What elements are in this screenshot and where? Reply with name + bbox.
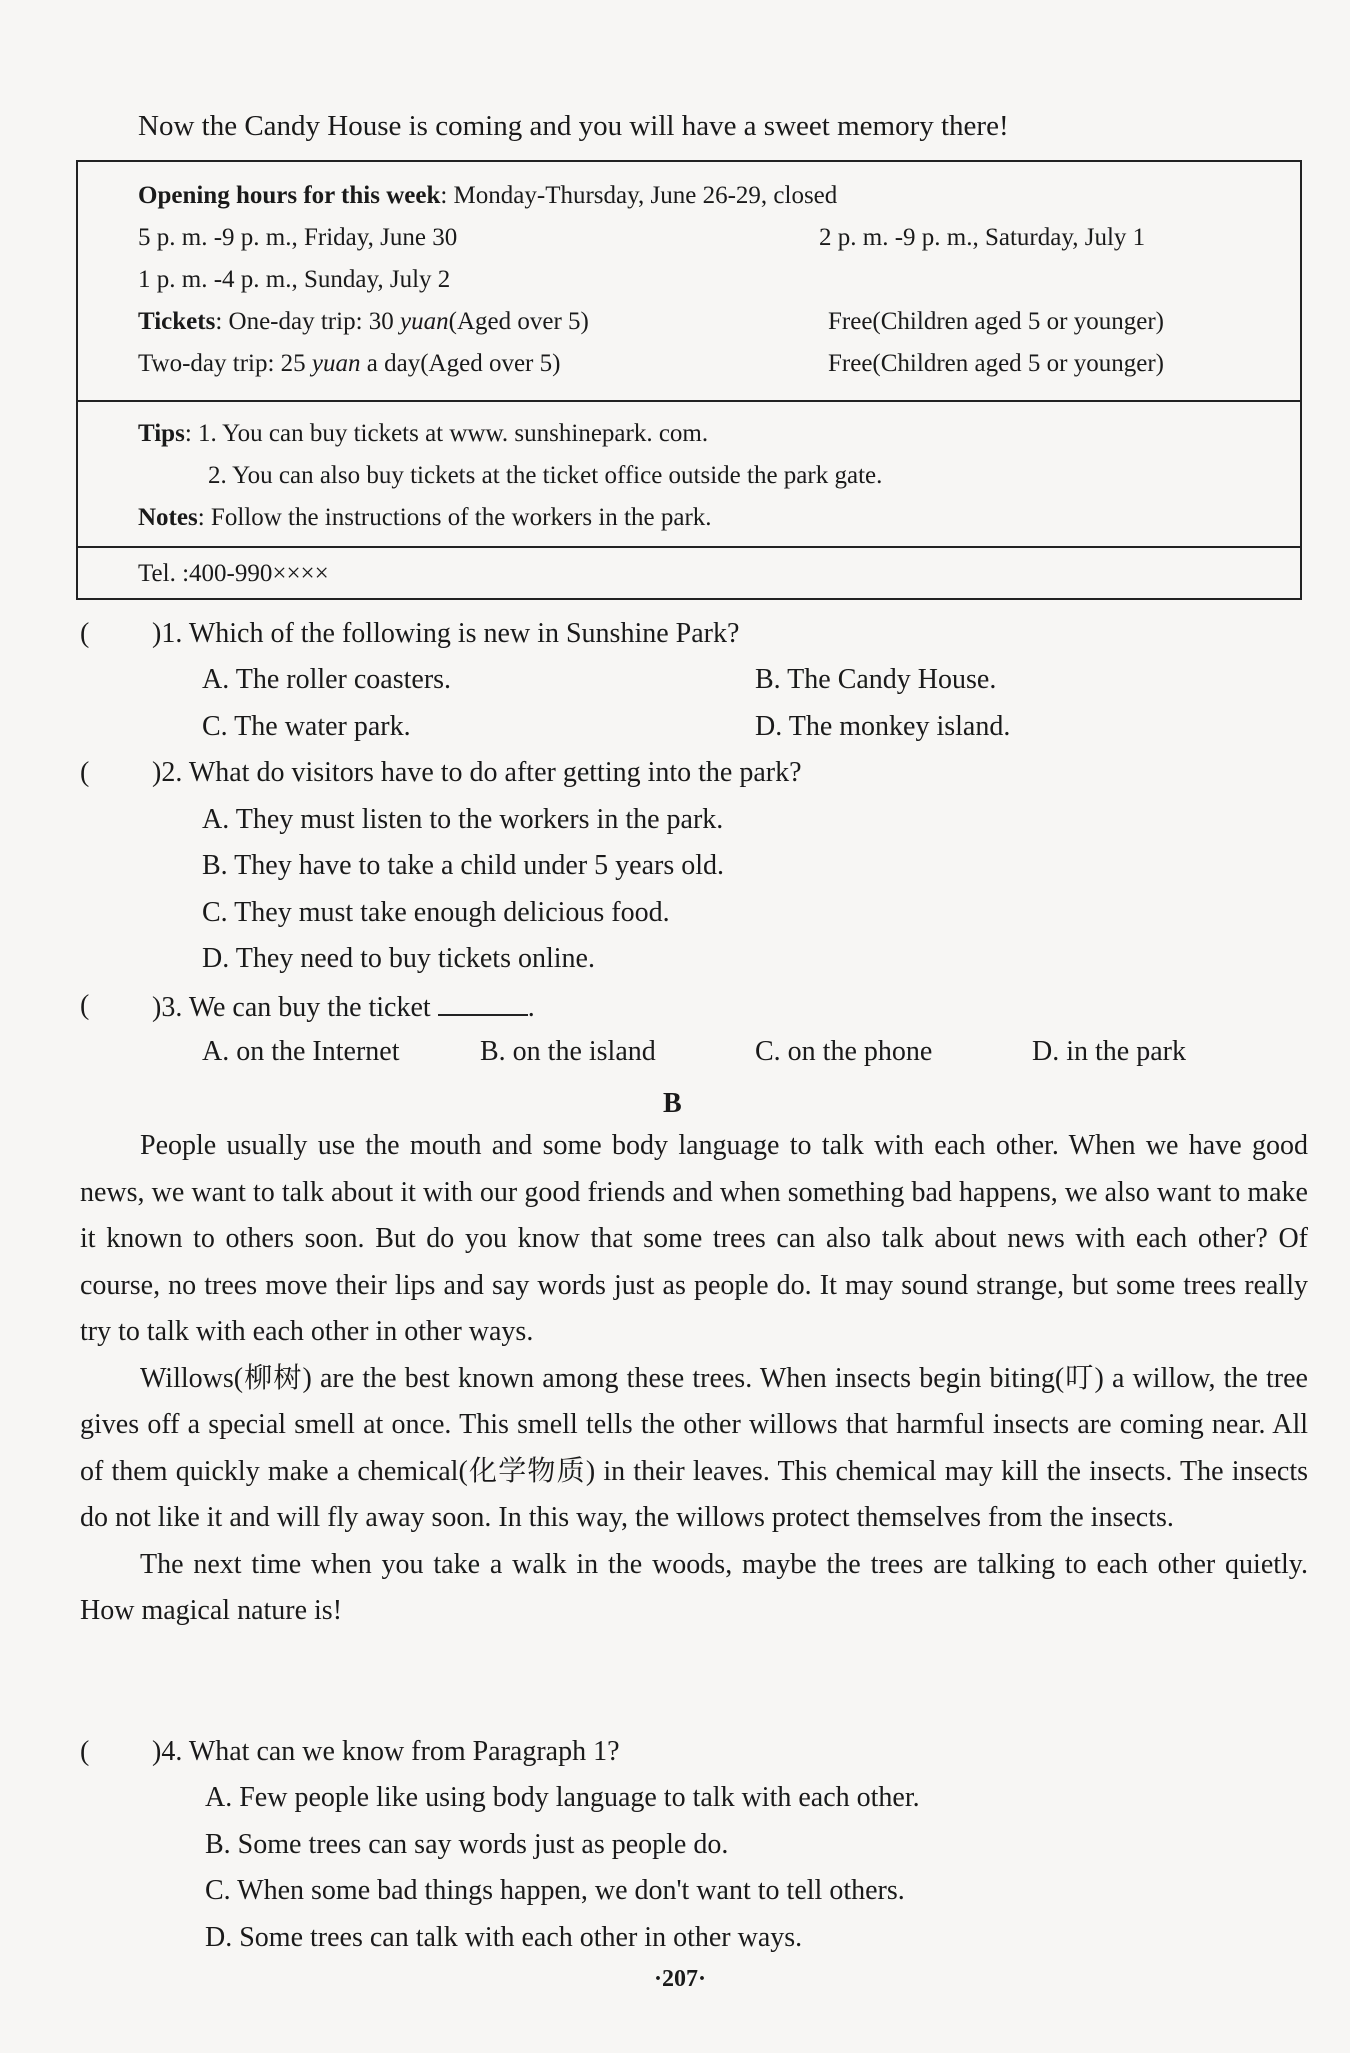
hours-sunday: 1 p. m. -4 p. m., Sunday, July 2 (138, 266, 451, 293)
question-1-stem: )1. Which of the following is new in Sunshine Park? (152, 618, 740, 649)
question-4-option-b: B. Some trees can say words just as people do. (205, 1829, 729, 1860)
notes-label: Notes (138, 504, 198, 531)
question-1-paren: ( (80, 618, 90, 649)
question-2-option-c: C. They must take enough delicious food. (202, 897, 670, 928)
question-3-stem-line: )3. We can buy the ticket . (152, 992, 535, 1023)
passage-paragraph-3: The next time when you take a walk in the woods, maybe the trees are talking to each other quietly. How magical nature is! (80, 1548, 1308, 1626)
question-3-option-d: D. in the park (1032, 1036, 1186, 1067)
question-3-paren: ( (80, 990, 90, 1021)
question-2-stem: )2. What do visitors have to do after getting into the park? (152, 757, 802, 788)
question-4-option-d: D. Some trees can talk with each other in other ways. (205, 1922, 803, 1953)
question-1-option-c: C. The water park. (202, 711, 411, 742)
question-1-option-d: D. The monkey island. (755, 711, 1011, 742)
question-2-option-b: B. They have to take a child under 5 years old. (202, 850, 724, 881)
hours-friday: 5 p. m. -9 p. m., Friday, June 30 (138, 224, 458, 251)
page-number: ·207· (654, 1966, 707, 1992)
passage-b (80, 1123, 1308, 1635)
hours-saturday: 2 p. m. -9 p. m., Saturday, July 1 (819, 224, 1146, 251)
notes: Notes: Follow the instructions of the workers in the park. (138, 504, 712, 531)
question-1-option-a: A. The roller coasters. (202, 664, 452, 695)
box-divider-1 (78, 400, 1300, 402)
question-2-paren: ( (80, 757, 90, 788)
tip-1: Tips: 1. You can buy tickets at www. sunshinepark. com. (138, 420, 709, 447)
opening-hours-text: : Monday-Thursday, June 26-29, closed (440, 182, 838, 209)
question-4-option-a: A. Few people like using body language to talk with each other. (205, 1782, 920, 1813)
question-2-option-d: D. They need to buy tickets online. (202, 943, 595, 974)
section-heading: B (663, 1088, 682, 1119)
tickets-one-day: Tickets: One-day trip: 30 yuan(Aged over 5) (138, 308, 589, 335)
passage-paragraph-1: People usually use the mouth and some body language to talk with each other. When we have good news, we want to talk about it with our good friends and when something bad happens, we also want to make it known to others soon. But do you know that some trees can also talk about news with each other? Of course, no trees move their lips and say words just as people do. It may sound strange, but some trees really try to talk with each other in other ways. (80, 1130, 1308, 1347)
free-children-one-day: Free(Children aged 5 or younger) (828, 308, 1164, 335)
question-2-option-a: A. They must listen to the workers in the park. (202, 804, 724, 835)
tickets-two-day: Two-day trip: 25 yuan a day(Aged over 5) (138, 350, 561, 377)
tip-2: 2. You can also buy tickets at the ticket office outside the park gate. (208, 462, 883, 489)
question-4-paren: ( (80, 1736, 90, 1767)
tips-label: Tips (138, 420, 185, 447)
tickets-label: Tickets (138, 308, 216, 335)
opening-hours-label: Opening hours for this week (138, 182, 441, 209)
question-4-option-c: C. When some bad things happen, we don't want to tell others. (205, 1875, 905, 1906)
free-children-two-day: Free(Children aged 5 or younger) (828, 350, 1164, 377)
info-box (76, 160, 1302, 600)
passage-paragraph-2: Willows(柳树) are the best known among these trees. When insects begin biting(叮) a willow, the tree gives off a special smell at once. This smell tells the other willows that harmful insects are coming near. All of them quickly make a chemical(化学物质) in their leaves. This chemical may kill the insects. The insects do not like it and will fly away soon. In this way, the willows protect themselves from the insects. (80, 1362, 1308, 1533)
question-3-stem: )3. We can buy the ticket (152, 992, 431, 1023)
question-3-option-b: B. on the island (480, 1036, 656, 1067)
opening-hours-line (138, 182, 837, 210)
intro-sentence: Now the Candy House is coming and you will have a sweet memory there! (138, 110, 1009, 142)
box-divider-2 (78, 546, 1300, 548)
question-4-stem: )4. What can we know from Paragraph 1? (152, 1736, 620, 1767)
answer-blank (438, 990, 528, 1016)
question-3-option-a: A. on the Internet (202, 1036, 400, 1067)
question-3-option-c: C. on the phone (755, 1036, 933, 1067)
question-1-option-b: B. The Candy House. (755, 664, 997, 695)
telephone: Tel. :400-990×××× (138, 560, 329, 587)
